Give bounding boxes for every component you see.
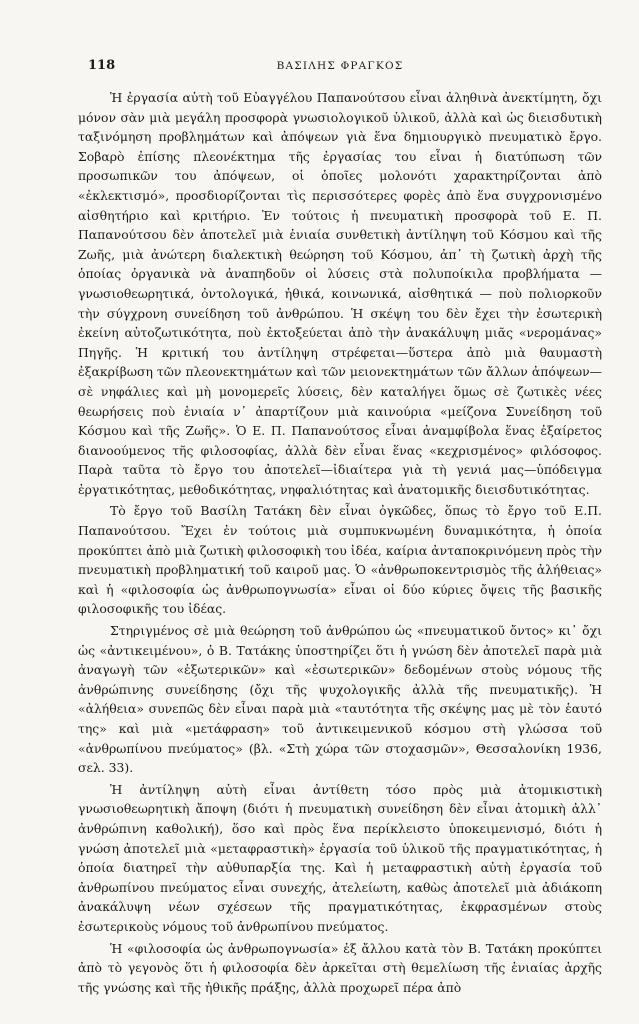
- paragraph: Ἡ ἀντίληψη αὐτὴ εἶναι ἀντίθετη τόσο πρὸς μιὰ ἀτομικιστικὴ γνωσιοθεωρητικὴ ἄποψη (διότι ἡ πνευματικὴ συνείδηση δὲν εἶναι ἀτομικὴ ἀλλ᾿ ἀνθρώπινη καθολική), ὅσο καὶ πρὸς ἕνα περίκλειστο ὑποκειμενισμό, διότι ἡ γνώση ἀποτελεῖ μιὰ «μεταφραστικὴ» ἐργασία τοῦ ὑλικοῦ τῆς πραγματικότητας, ἡ ὁποία διατηρεῖ τὴν αὐθυπαρξία της. Καὶ ἡ μεταφραστικὴ αὐτὴ ἐργασία τοῦ ἀνθρωπίνου πνεύματος εἶναι συνεχής, ἀτελείωτη, καθὼς ἀποτελεῖ μιὰ ἀδιάκοπη ἀνακάλυψη νέων σχέσεων τῆς πραγματικότητας, ἐκφρασμένων στοὺς ἐσωτερικοὺς νόμους τοῦ ἀνθρωπίνου πνεύματος.: [78, 781, 602, 934]
- running-head: ΒΑΣΙΛΗΣ ΦΡΑΓΚΟΣ: [276, 60, 404, 72]
- page-number: 118: [88, 58, 116, 73]
- paragraph: Τὸ ἔργο τοῦ Βασίλη Τατάκη δὲν εἶναι ὀγκῶδες, ὅπως τὸ ἔργο τοῦ Ε.Π. Παπανoύτσου. Ἔχει ἐν τούτοις μιὰ συμπυκνωμένη δυναμικότητα, ἡ ὁποία προκύπτει ἀπὸ μιὰ ζωτικὴ φιλοσοφικὴ του ἰδέα, καίρια ἀνταποκρινόμενη πρὸς τὴν πνευματικὴ προβληματική τοῦ καιροῦ μας. Ὁ «ἀνθρωποκεντρισμὸς τῆς ἀλήθειας» καὶ ἡ «φιλοσοφία ὡς ἀνθρωπογνωσία» εἶναι οἱ δύο κύριες ὄψεις τῆς βασικῆς φιλοσοφικῆς του ἰδέας.: [78, 503, 602, 617]
- book-page: [78, 52, 602, 997]
- page-header: [78, 52, 602, 82]
- body-text: [78, 88, 602, 997]
- paragraph: Ἡ ἐργασία αὐτὴ τοῦ Εὐαγγέλου Παπανoύτσου εἶναι ἀληθινὰ ἀνεκτίμητη, ὄχι μόνον σὰν μιὰ μεγάλη προσφορὰ γνωσιολογικοῦ ὑλικοῦ, ἀλλὰ καὶ ὡς διεισδυτικὴ ταξινόμηση προβλημάτων καὶ ἀπόψεων γιὰ ἕνα δημιουργικὸ πνευματικὸ ἔργο. Σοβαρὸ ἐπίσης πλεονέκτημα τῆς ἐργασίας του εἶναι ἡ διατύπωση τῶν προσωπικῶν του ἀπόψεων, οἱ ὁποῖες μολονότι χαρακτηρίζονται ἀπὸ «ἐκλεκτισμό», προσδιορίζονται τὶς περισσότερες φορὲς ἀπὸ ἕνα συγχρονισμένο αἰσθητήριο καὶ κριτήριο. Ἐν τούτοις ἡ πνευματικὴ προσφορὰ τοῦ Ε. Π. Παπανoύτσου δὲν ἀποτελεῖ μιὰ ἑνιαία συνθετικὴ ἀντίληψη τοῦ Κόσμου καὶ τῆς Ζωῆς, μιὰ ἀνώτερη διαλεκτικὴ θεώρηση τοῦ Κόσμου, ἀπ᾿ τὴ ζωτικὴ ἀρχὴ τῆς ὁποίας ὀργανικὰ νὰ ἀναπηδοῦν οἱ λύσεις στὰ πολυποίκιλα προβλήματα — γνωσιοθεωρητικά, ὀντολογικά, ἠθικά, κοινωνικά, αἰσθητικά — ποὺ πολιορκοῦν τὴν σύγχρονη συνείδηση τοῦ ἀνθρώπου. Ἡ σκέψη του δὲν ἔχει τὴν ἐσωτερικὴ ἐκείνη αὐτοζωτικότητα, ποὺ ἐκτοξεύεται ἀπὸ τὴν ἀνακάλυψη μιᾶς «νερομάνας» Πηγῆς. Ἡ κριτική του ἀντίληψη στρέφεται—ὕστερα ἀπὸ μιὰ θαυμαστὴ ἐξακρίβωση τῶν πλεονεκτημάτων καὶ τῶν μειονεκτημάτων τῶν ἄλλων ἀπόψεων— σὲ νηφάλιες καὶ μὴ μονομερεῖς λύσεις, δὲν καταλήγει ὅμως σὲ ζωτικὲς νέες θεωρήσεις ποὺ ἑνιαία ν᾿ ἀπαρτίζουν μιὰ καινούρια «μείζονα Συνείδηση τοῦ Κόσμου καὶ τῆς Ζωῆς». Ὁ Ε. Π. Παπανoύτσος εἶναι ἀναμφίβολα ἕνας ἐξαίρετος διανοούμενος τῆς φιλοσοφίας, ἀλλὰ δὲν εἶναι ἕνας «κεχρισμένος» φιλόσοφος. Παρὰ ταῦτα τὸ ἔργο του ἀποτελεῖ—ἰδιαίτερα γιὰ τὴ γενιά μας—ὑπόδειγμα ἐργατικότητας, μεθοδικότητας, νηφαλιότητας καὶ ἀνατομικῆς διεισδυτικότητας.: [78, 90, 602, 497]
- paragraph: Ἡ «φιλοσοφία ὡς ἀνθρωπογνωσία» ἐξ ἄλλου κατὰ τὸν Β. Τατάκη προκύπτει ἀπὸ τὸ γεγονὸς ὅτι ἡ φιλοσοφία δὲν ἀρκεῖται στὴ θεμελίωση τῆς ἑνιαίας ἀρχῆς τῆς γνώσης καὶ τῆς ἠθικῆς πράξης, ἀλλὰ προχωρεῖ πέρα ἀπὸ: [78, 940, 602, 995]
- paragraph: Στηριγμένος σὲ μιὰ θεώρηση τοῦ ἀνθρώπου ὡς «πνευματικοῦ ὄντος» κι᾿ ὄχι ὡς «ἀντικειμένου», ὁ Β. Τατάκης ὑποστηρίζει ὅτι ἡ γνώση δὲν ἀποτελεῖ παρὰ μιὰ ἀναγωγὴ τῶν «ἐξωτερικῶν» καὶ «ἐσωτερικῶν» δεδομένων στοὺς νόμους τῆς ἀνθρώπινης συνείδησης (ὄχι τῆς ψυχολογικῆς ἀλλὰ τῆς πνευματικῆς). Ἡ «ἀλήθεια» συνεπῶς δὲν εἶναι παρὰ μιὰ «ταυτότητα τῆς σκέψης μας μὲ τὸν ἑαυτό της» καὶ μιὰ «μετάφραση» τοῦ ἀντικειμενικοῦ κόσμου στὴ γλώσσα τοῦ «ἀνθρωπίνου πνεύματος» (βλ. «Στὴ χώρα τῶν στοχασμῶν», Θεσσαλονίκη 1936, σελ. 33).: [78, 623, 602, 776]
